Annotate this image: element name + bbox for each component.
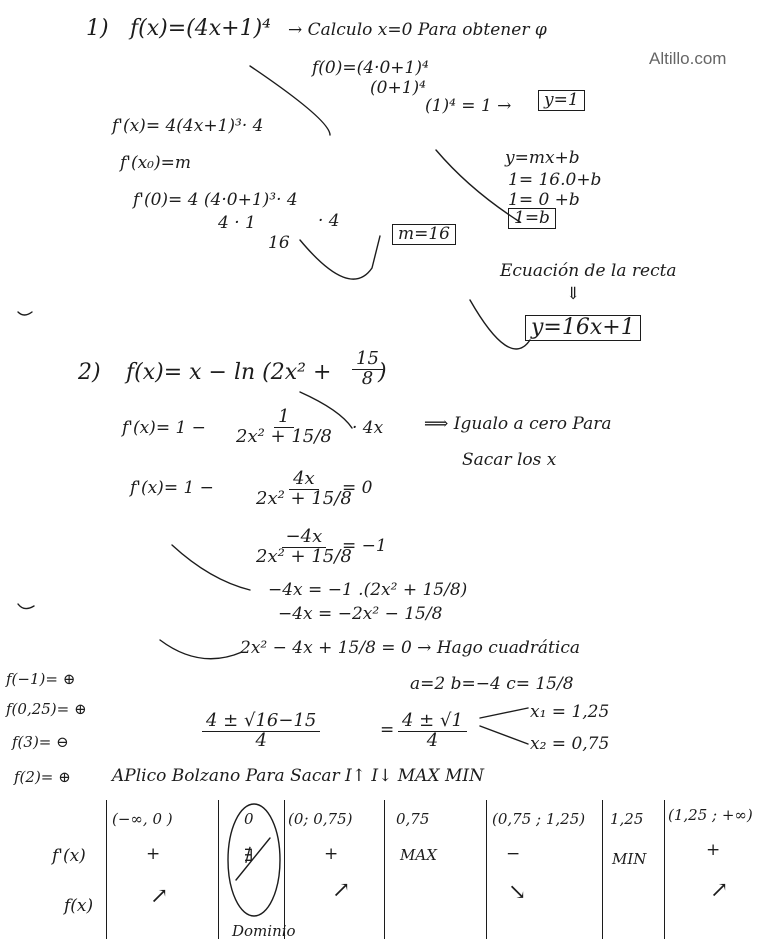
table-trend-icon: ↗	[150, 884, 169, 909]
fraction-numerator: 1	[274, 408, 293, 428]
fraction-numerator: 15	[352, 350, 383, 370]
p2-deriv1-note2: Sacar los x	[462, 450, 557, 470]
p1-equation-label: Ecuación de la recta	[500, 261, 677, 281]
p1-derivative: f'(x)= 4(4x+1)³· 4	[112, 116, 264, 136]
p1-line-eq-step1: 1= 16.0+b	[508, 170, 602, 190]
p2-deriv2-tail: = 0	[342, 478, 373, 498]
p1-f0-step3: (1)⁴ = 1 →	[425, 96, 512, 116]
p2-step1: −4x = −1 .(2x² + 15/8)	[268, 580, 468, 600]
p1-line-eq-step2: 1= 0 +b	[508, 190, 580, 210]
p1-note: → Calculo x=0 Para obtener φ	[288, 20, 547, 40]
p1-slope-box: m=16	[392, 224, 456, 245]
table-divider	[106, 800, 107, 939]
p2-deriv1-fraction	[232, 408, 336, 447]
p2-side-check-4: f(2)= ⊕	[14, 768, 71, 786]
ink-curve	[172, 545, 250, 590]
table-sign: +	[146, 844, 161, 864]
ink-curve	[18, 604, 34, 609]
table-divider	[486, 800, 487, 939]
table-divider	[284, 800, 285, 939]
p2-side-check-1: f(−1)= ⊕	[6, 670, 76, 688]
problem-2-number: 2)	[78, 360, 101, 385]
fraction-numerator: 4 ± √16−15	[202, 712, 320, 732]
fraction-numerator: −4x	[282, 528, 327, 548]
p2-function: f(x)= x − ln (2x² +	[126, 360, 332, 385]
p2-coefficients: a=2 b=−4 c= 15/8	[410, 674, 574, 694]
table-col-head: (0,75 ; 1,25)	[492, 810, 586, 828]
ink-curve	[160, 640, 242, 659]
p2-deriv2-lead: f'(x)= 1 −	[130, 478, 214, 498]
table-row-f: f(x)	[64, 896, 94, 916]
p1-derivative-m: f'(x₀)=m	[120, 153, 191, 173]
problem-1-number: 1)	[86, 16, 109, 41]
p1-equation-box: y=16x+1	[525, 315, 641, 341]
table-divider	[384, 800, 385, 939]
p2-deriv1-note: ⟹ Igualo a cero Para	[424, 414, 612, 434]
table-col-head: (1,25 ; +∞)	[668, 806, 753, 824]
fraction-denominator: 2x² + 15/8	[236, 425, 332, 447]
fraction-numerator: 4 ± √1	[398, 712, 467, 732]
table-sign: MIN	[612, 850, 647, 868]
p1-mult-result: 16	[268, 233, 290, 253]
table-col-head: 0,75	[396, 810, 430, 828]
table-divider	[664, 800, 665, 939]
p2-deriv3-fraction	[252, 528, 356, 567]
ink-circle	[228, 804, 280, 916]
ink-curve	[300, 236, 380, 279]
p2-side-check-2: f(0,25)= ⊕	[6, 700, 87, 718]
table-trend-icon: ↗	[332, 878, 351, 903]
table-col-head: 0	[244, 810, 254, 828]
p1-f0-result-box: y=1	[538, 90, 585, 111]
fraction-denominator: 4	[426, 729, 439, 751]
fraction-denominator: 8	[361, 367, 374, 389]
p1-function: f(x)=(4x+1)⁴	[130, 16, 271, 41]
p1-line-eq-step3: 1=b	[508, 208, 556, 229]
fraction-denominator: 4	[255, 729, 267, 751]
fraction-denominator: 2x² + 15/8	[256, 487, 352, 509]
p1-f0-step1: f(0)=(4·0+1)⁴	[312, 58, 429, 78]
p1-line-eq-general: y=mx+b	[505, 148, 580, 168]
p2-bolzano-note: APlico Bolzano Para Sacar I↑ I↓ MAX MIN	[112, 766, 484, 786]
table-col-head: 1,25	[610, 810, 644, 828]
table-divider	[602, 800, 603, 939]
p2-side-check-3: f(3)= ⊖	[12, 733, 69, 751]
table-footer-note: Dominio	[232, 922, 296, 940]
p2-deriv3-tail: = −1	[342, 536, 387, 556]
table-sign: +	[706, 840, 721, 860]
p1-mult-step-b: · 4	[318, 211, 340, 231]
p2-step2: −4x = −2x² − 15/8	[278, 604, 443, 624]
table-row-fprime: f'(x)	[52, 846, 86, 866]
table-sign: MAX	[400, 846, 437, 864]
p1-derivative-at-0: f'(0)= 4 (4·0+1)³· 4	[133, 190, 298, 210]
table-divider	[218, 800, 219, 939]
table-col-head: (−∞, 0 )	[112, 810, 173, 828]
p1-mult-step: 4 · 1	[218, 213, 256, 233]
ink-curve	[18, 312, 32, 315]
p2-quadratic-fraction	[202, 712, 320, 751]
p2-deriv1-lead: f'(x)= 1 −	[122, 418, 206, 438]
table-trend-icon: ↘	[508, 880, 527, 905]
table-sign: −	[506, 844, 521, 864]
p2-deriv1-tail: · 4x	[352, 418, 384, 438]
table-sign: +	[324, 844, 339, 864]
p2-root2: x₂ = 0,75	[530, 734, 610, 754]
ink-curve	[480, 708, 528, 718]
table-sign: ∄	[244, 846, 254, 866]
fraction-denominator: 2x² + 15/8	[256, 545, 352, 567]
table-col-head: (0; 0,75)	[288, 810, 353, 828]
p2-quadratic-fraction-2	[398, 712, 467, 751]
p1-down-arrow: ⇓	[566, 284, 581, 304]
p2-equals: =	[380, 720, 395, 740]
p1-f0-step2: (0+1)⁴	[370, 78, 426, 98]
watermark: Altillo.com	[649, 49, 727, 68]
fraction-numerator: 4x	[289, 470, 319, 490]
p2-deriv2-fraction	[252, 470, 356, 509]
ink-curve	[480, 726, 528, 744]
table-trend-icon: ↗	[710, 878, 729, 903]
p2-step3: 2x² − 4x + 15/8 = 0 → Hago cuadrática	[240, 638, 580, 658]
p2-function-close: )	[378, 360, 387, 385]
ink-curve	[470, 300, 530, 349]
p2-root1: x₁ = 1,25	[530, 702, 610, 722]
